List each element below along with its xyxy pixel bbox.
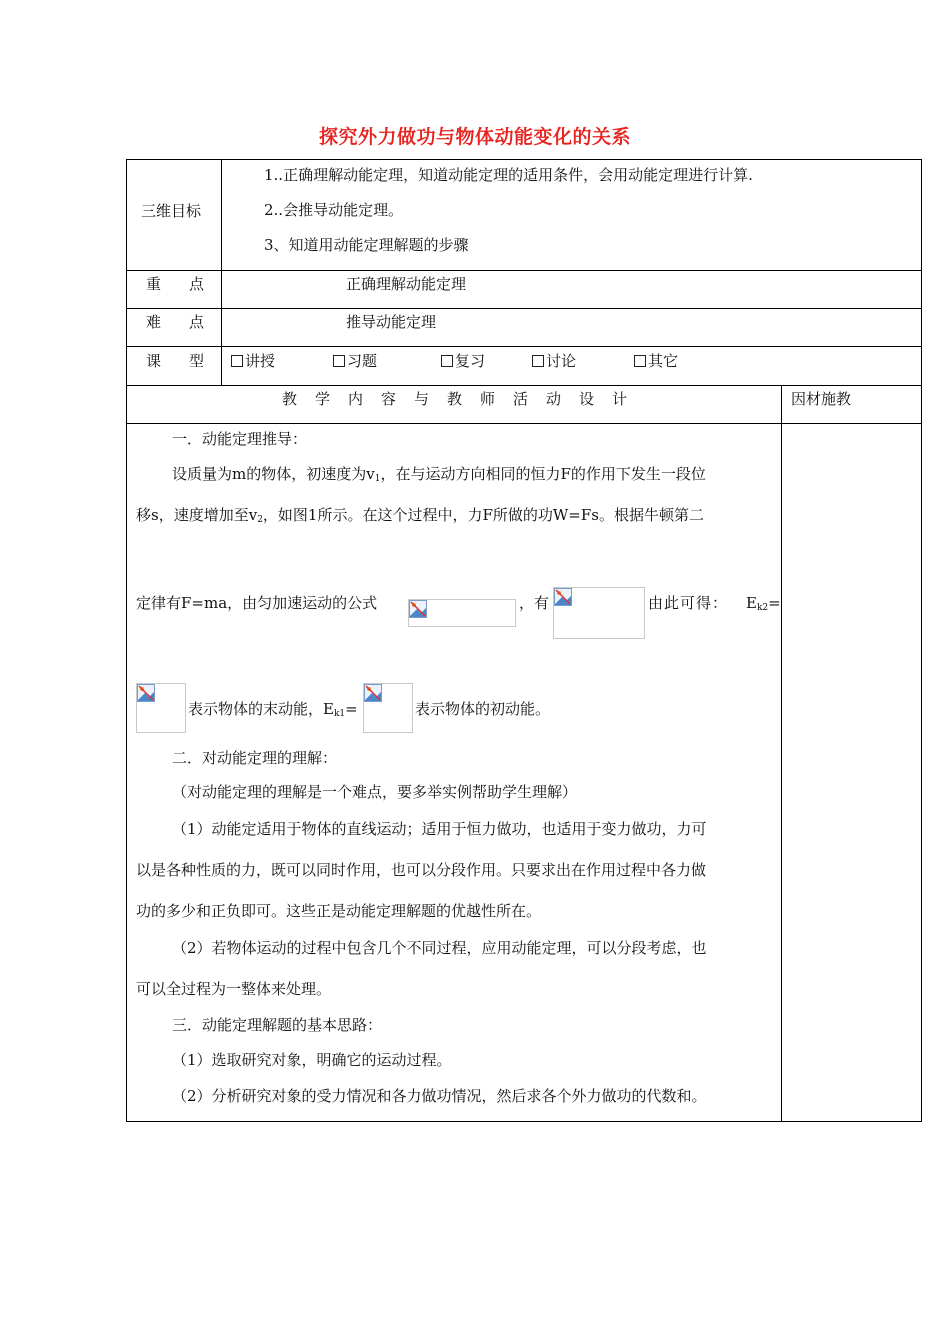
paragraph-line: 定律有F=ma，由匀加速运动的公式	[136, 594, 378, 612]
paragraph-line: 功的多少和正负即可。这些正是动能定理解题的优越性所在。	[136, 902, 542, 920]
lesson-type-label: 课 型	[146, 352, 205, 370]
section-heading: 二．对动能定理的理解：	[172, 749, 338, 767]
checkbox-icon[interactable]	[231, 355, 243, 367]
image-placeholder-icon	[364, 684, 382, 702]
image-placeholder-icon	[409, 600, 427, 618]
formula-image	[408, 599, 516, 627]
paragraph-line: 由此可得：	[648, 594, 729, 612]
paragraph-line: （1）动能定适用于物体的直线运动；适用于恒力做功，也适用于变力做功，力可	[172, 820, 707, 838]
page-title: 探究外力做功与物体动能变化的关系	[318, 126, 631, 148]
checkbox-icon[interactable]	[333, 355, 345, 367]
image-placeholder-icon	[554, 588, 572, 606]
section-heading: 三．动能定理解题的基本思路：	[172, 1016, 383, 1034]
paragraph-line: 可以全过程为一整体来处理。	[136, 980, 332, 998]
paragraph-line: ，有	[519, 594, 550, 612]
checkbox-icon[interactable]	[634, 355, 646, 367]
paragraph-line: （2）若物体运动的过程中包含几个不同过程，应用动能定理，可以分段考虑，也	[172, 939, 707, 957]
paragraph-line: 以是各种性质的力，既可以同时作用，也可以分段作用。只要求出在作用过程中各力做	[136, 861, 707, 879]
image-placeholder-icon	[137, 684, 155, 702]
checkbox-icon[interactable]	[441, 355, 453, 367]
lesson-type-option[interactable]: 讨论	[532, 351, 576, 371]
paragraph-line: 移s，速度增加至$v_2$，如图1所示。在这个过程中，力F所做的功W=Fs。根据牛顿第二	[136, 506, 704, 525]
objective-item: 3、知道用动能定理解题的步骤	[264, 236, 469, 254]
objective-item: 1..正确理解动能定理，知道动能定理的适用条件，会用动能定理进行计算.	[264, 166, 753, 184]
objectives-label: 三维目标	[141, 202, 202, 220]
content-header: 教学内容与教师活动设计	[282, 390, 646, 408]
formula-image	[136, 683, 186, 733]
paragraph-line: 表示物体的末动能，$E_{k1}=$	[188, 700, 358, 719]
difficulty-value: 推导动能定理	[346, 313, 437, 331]
lesson-type-option[interactable]: 讲授	[231, 351, 275, 371]
list-item: （1）选取研究对象，明确它的运动过程。	[172, 1051, 452, 1069]
key-point-value: 正确理解动能定理	[346, 275, 467, 293]
paragraph-line: 表示物体的初动能。	[415, 700, 551, 718]
difficulty-label: 难 点	[146, 313, 205, 331]
checkbox-icon[interactable]	[532, 355, 544, 367]
lesson-type-option[interactable]: 其它	[634, 351, 678, 371]
lesson-type-option[interactable]: 复习	[441, 351, 485, 371]
side-header: 因材施教	[791, 390, 852, 408]
formula-image	[553, 587, 645, 639]
objective-item: 2..会推导动能定理。	[264, 201, 404, 219]
lesson-type-option[interactable]: 习题	[333, 351, 377, 371]
list-item: （2）分析研究对象的受力情况和各力做功情况，然后求各个外力做功的代数和。	[172, 1087, 707, 1105]
key-point-label: 重 点	[146, 275, 205, 293]
formula-image	[363, 683, 413, 733]
paragraph-line: 设质量为m的物体，初速度为$v_1$，在与运动方向相同的恒力F的作用下发生一段位	[172, 465, 706, 484]
paragraph-line: （对动能定理的理解是一个难点，要多举实例帮助学生理解）	[172, 783, 578, 801]
ek2-label: $E_{k2}=$	[746, 594, 781, 613]
section-heading: 一．动能定理推导：	[172, 430, 308, 448]
